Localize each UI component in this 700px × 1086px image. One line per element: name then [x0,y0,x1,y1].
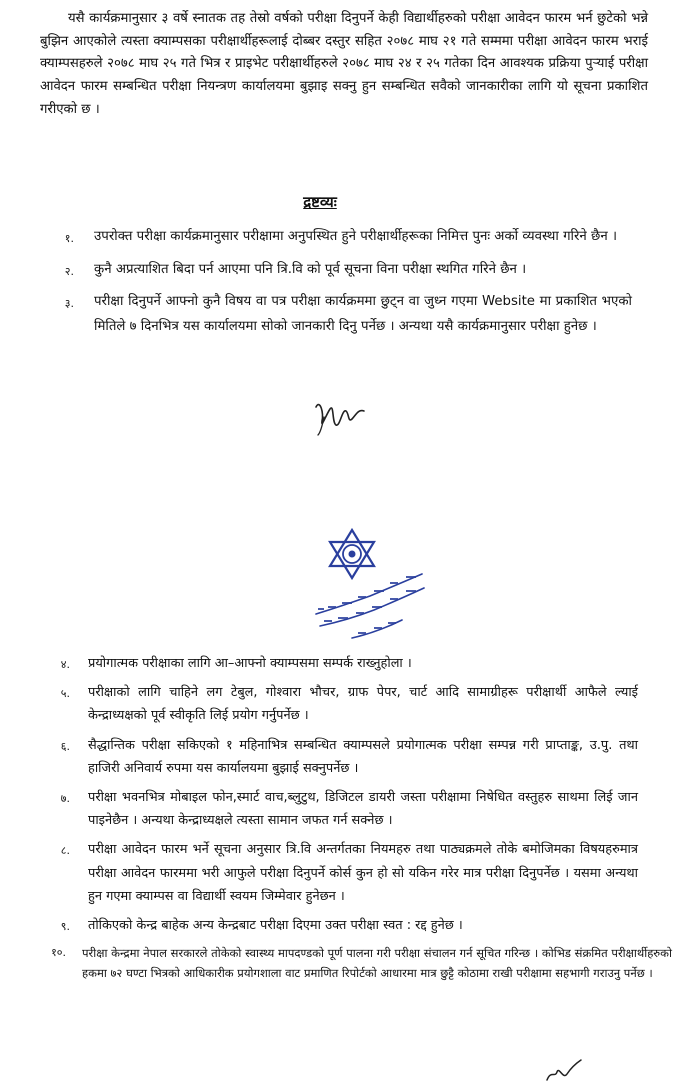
note-text: परीक्षा आवेदन फारम भर्ने सूचना अनुसार त्रि.वि अन्तर्गतका नियमहरु तथा पाठ्यक्रमले तोके बमोजिमका विषयहरुमात्र परीक्षा आवेदन फारममा भरी आफुले परीक्षा दिनुपर्ने कोर्स कुन हो सो यकिन गरेर मात्र परीक्षा दिनुपर्नेछ । यसमा अन्यथा हुन गएमा क्याम्पस वा विद्यार्थी स्वयम जिम्मेवार हुनेछन । [88,842,638,904]
note-text: तोकिएको केन्द्र बाहेक अन्य केन्द्रबाट परीक्षा दिएमा उक्त परीक्षा स्वत : रद्द हुनेछ । [88,918,463,934]
note-item-9 [0,914,700,937]
note-number: १०. [51,946,66,960]
intro-paragraph: यसै कार्यक्रमानुसार ३ वर्षे स्नातक तह तेस्रो वर्षको परीक्षा दिनुपर्ने केही विद्यार्थीहरुको परीक्षा आवेदन फारम भर्न छुटेको भन्ने बुझिन आएकोले त्यस्ता क्याम्पसका परीक्षार्थीहरूलाई दोब्बर दस्तुर सहित २०७८ माघ २१ गते सम्ममा परीक्षा आवेदन फारम भराई क्याम्पसहरुले २०७८ माघ २५ गते भित्र र प्राइभेट परीक्षार्थीहरुले २०७८ माघ २४ र २५ गतेका दिन आवश्यक प्रक्रिया पुऱ्याई परीक्षा आवेदन फारम सम्बन्धित परीक्षा नियन्त्रण कार्यालयमा बुझाइ सक्नु हुन सम्बन्धित सवैको जानकारीका लागि यो सूचना प्रकाशित गरीएको छ । [40,11,648,117]
note-number: ३. [64,297,74,310]
note-number: ५. [60,687,70,701]
note-item-1 [0,225,700,250]
note-number: ७. [60,792,70,806]
notes-list-part-2 [0,652,700,989]
note-number: ६. [60,739,70,753]
note-text: परीक्षा केन्द्रमा नेपाल सरकारले तोकेको स्वास्थ्य मापदण्डको पूर्ण पालना गरी परीक्षा संचालन गर्न सूचित गरिन्छ । कोभिड संक्रमित परीक्षार्थीहरुको हकमा ७२ घण्टा भित्रको आधिकारीक प्रयोगशाला वाट प्रमाणित रिपोर्टको आधारमा मात्र छुट्टै कोठामा राखी परीक्षामा सहभागी गराउनु पर्नेछ । [82,946,672,981]
note-number: ४. [60,658,70,671]
note-number: ८. [60,844,70,858]
note-number: १. [64,232,74,245]
note-item-8 [0,838,700,908]
note-text: सैद्धान्तिक परीक्षा सकिएको १ महिनाभित्र सम्बन्धित क्याम्पसले प्रयोगात्मक परीक्षा सम्पन्न गरी प्राप्ताङ्क, उ.पु. तथा हाजिरी अनिवार्य रुपमा यस कार्यालयमा बुझाई सक्नुपर्नेछ । [88,737,638,776]
note-item-10 [0,943,700,983]
note-item-5 [0,681,700,727]
note-item-7 [0,786,700,832]
note-number: २. [64,264,74,278]
note-text: परीक्षाको लागि चाहिने लग टेबुल, गोश्वारा भौचर, ग्राफ पेपर, चार्ट आदि सामाग्रीहरू परीक्षार्थी आफैले ल्याई केन्द्राध्यक्षको पूर्व स्वीकृति लिई प्रयोग गर्नुपर्नेछ । [88,685,638,724]
signature-mark [312,395,372,437]
notes-heading: द्रष्टव्यः [303,193,337,211]
note-number: ९. [60,920,70,934]
note-text: परीक्षा भवनभित्र मोबाइल फोन,स्मार्ट वाच,ब्लुटुथ, डिजिटल डायरी जस्ता परीक्षामा निषेधित वस्तुहरु साथमा लिई जान पाइनेछैन । अन्यथा केन्द्राध्यक्षले त्यस्ता सामान जफत गर्न सक्नेछ । [88,790,638,829]
note-text: कुनै अप्रत्याशित बिदा पर्न आएमा पनि त्रि.वि को पूर्व सूचना विना परीक्षा स्थगित गरिने छैन । [94,261,527,277]
notes-list-part-1 [0,225,700,347]
signature-mark-bottom [545,1058,585,1084]
university-emblem-stamp [312,522,432,652]
note-item-2 [0,258,700,283]
note-text: परीक्षा दिनुपर्ने आफ्नो कुनै विषय वा पत्र परीक्षा कार्यक्रममा छुट्न वा जुध्न गएमा Website मा प्रकाशित भएको मितिले ७ दिनभित्र यस कार्यालयमा सोको जानकारी दिनु पर्नेछ । अन्यथा यसै कार्यक्रमानुसार परीक्षा हुनेछ । [94,294,632,334]
note-text: उपरोक्त परीक्षा कार्यक्रमानुसार परीक्षामा अनुपस्थित हुने परीक्षार्थीहरूका निमित्त पुनः अर्को व्यवस्था गरिने छैन । [94,229,618,244]
note-item-3 [0,290,700,339]
note-item-6 [0,734,700,780]
note-text: प्रयोगात्मक परीक्षाका लागि आ–आफ्नो क्याम्पसमा सम्पर्क राख्नुहोला । [88,656,412,671]
note-item-4 [0,652,700,675]
